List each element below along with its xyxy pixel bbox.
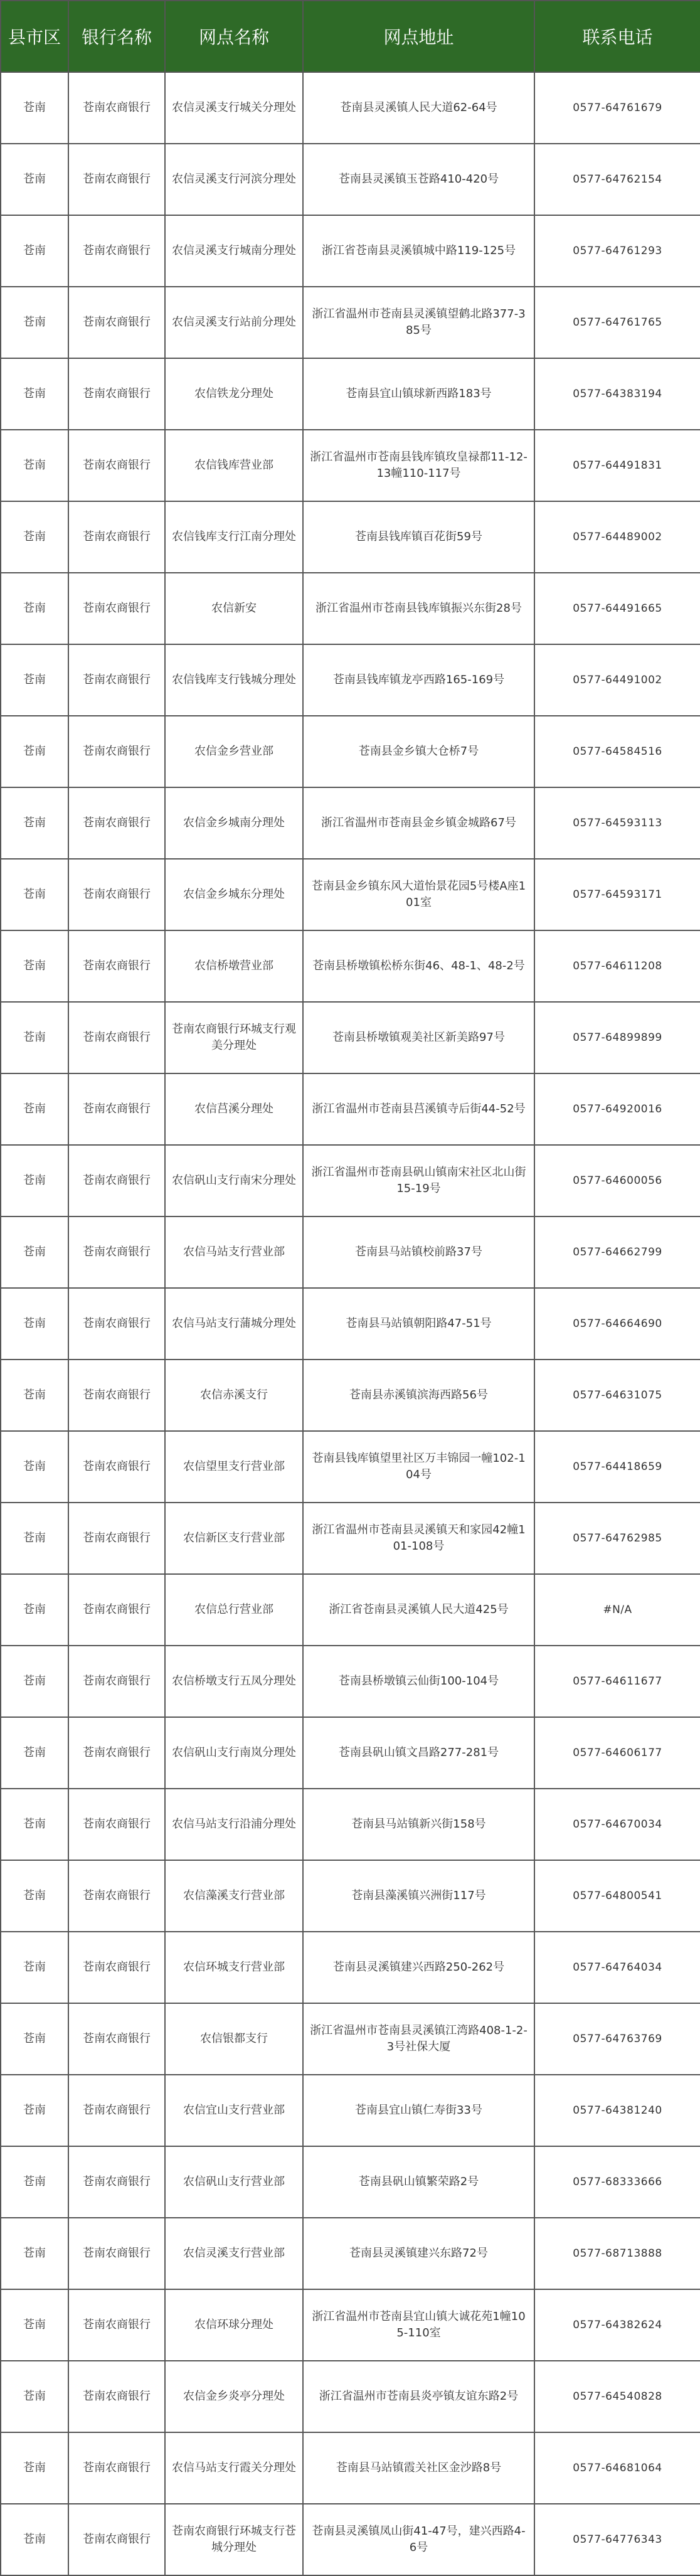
table-row xyxy=(1,501,700,573)
cell-address: 苍南县藻溪镇兴洲街117号 xyxy=(303,1860,534,1932)
cell-phone: 0577-64418659 xyxy=(534,1431,700,1503)
cell-bank: 苍南农商银行 xyxy=(68,215,165,287)
cell-address: 苍南县马站镇新兴街158号 xyxy=(303,1789,534,1860)
cell-phone: 0577-64662799 xyxy=(534,1216,700,1288)
table-row xyxy=(1,144,700,215)
cell-county: 苍南 xyxy=(1,2003,68,2075)
cell-address: 苍南县宜山镇仁寿街33号 xyxy=(303,2075,534,2146)
cell-phone: 0577-64761765 xyxy=(534,287,700,358)
cell-bank: 苍南农商银行 xyxy=(68,72,165,144)
cell-branch: 农信金乡营业部 xyxy=(165,716,303,787)
cell-bank: 苍南农商银行 xyxy=(68,573,165,644)
cell-county: 苍南 xyxy=(1,1574,68,1646)
cell-branch: 农信金乡城东分理处 xyxy=(165,859,303,930)
cell-address: 浙江省温州市苍南县钱库镇振兴东街28号 xyxy=(303,573,534,644)
cell-bank: 苍南农商银行 xyxy=(68,1216,165,1288)
header-county: 县市区 xyxy=(1,1,68,72)
cell-branch: 农信矾山支行南宋分理处 xyxy=(165,1145,303,1216)
cell-bank: 苍南农商银行 xyxy=(68,930,165,1002)
cell-bank: 苍南农商银行 xyxy=(68,1574,165,1646)
cell-phone: 0577-64611208 xyxy=(534,930,700,1002)
cell-branch: 农信矾山支行南岚分理处 xyxy=(165,1717,303,1789)
cell-address: 浙江省温州市苍南县灵溪镇天和家园42幢101-108号 xyxy=(303,1503,534,1574)
cell-county: 苍南 xyxy=(1,1717,68,1789)
cell-address: 苍南县马站镇霞关社区金沙路8号 xyxy=(303,2432,534,2504)
cell-county: 苍南 xyxy=(1,2361,68,2432)
cell-bank: 苍南农商银行 xyxy=(68,1932,165,2003)
table-row xyxy=(1,1932,700,2003)
cell-phone: 0577-64593113 xyxy=(534,787,700,859)
cell-phone: 0577-64491831 xyxy=(534,430,700,501)
cell-bank: 苍南农商银行 xyxy=(68,1145,165,1216)
cell-bank: 苍南农商银行 xyxy=(68,287,165,358)
cell-address: 苍南县钱库镇百花街59号 xyxy=(303,501,534,573)
cell-bank: 苍南农商银行 xyxy=(68,2432,165,2504)
cell-branch: 农信环球分理处 xyxy=(165,2289,303,2361)
table-row xyxy=(1,1574,700,1646)
table-row xyxy=(1,2361,700,2432)
cell-county: 苍南 xyxy=(1,787,68,859)
cell-branch: 农信银都支行 xyxy=(165,2003,303,2075)
table-row xyxy=(1,1360,700,1431)
cell-phone: 0577-64631075 xyxy=(534,1360,700,1431)
cell-address: 苍南县金乡镇大仓桥7号 xyxy=(303,716,534,787)
table-row xyxy=(1,2504,700,2575)
cell-bank: 苍南农商银行 xyxy=(68,1860,165,1932)
cell-branch: 农信新安 xyxy=(165,573,303,644)
cell-branch: 农信金乡城南分理处 xyxy=(165,787,303,859)
table-row xyxy=(1,930,700,1002)
cell-branch: 农信赤溪支行 xyxy=(165,1360,303,1431)
cell-phone: 0577-64761679 xyxy=(534,72,700,144)
cell-address: 苍南县矾山镇文昌路277-281号 xyxy=(303,1717,534,1789)
table-row xyxy=(1,1073,700,1145)
cell-phone: 0577-64776343 xyxy=(534,2504,700,2575)
cell-county: 苍南 xyxy=(1,2432,68,2504)
cell-bank: 苍南农商银行 xyxy=(68,859,165,930)
cell-branch: 苍南农商银行环城支行观美分理处 xyxy=(165,1002,303,1073)
cell-phone: 0577-64489002 xyxy=(534,501,700,573)
cell-branch: 农信矾山支行营业部 xyxy=(165,2146,303,2218)
table-row xyxy=(1,2146,700,2218)
table-row xyxy=(1,859,700,930)
cell-phone: 0577-64584516 xyxy=(534,716,700,787)
cell-phone: 0577-64670034 xyxy=(534,1789,700,1860)
cell-bank: 苍南农商银行 xyxy=(68,2218,165,2289)
cell-phone: 0577-64540828 xyxy=(534,2361,700,2432)
cell-branch: 农信铁龙分理处 xyxy=(165,358,303,430)
cell-bank: 苍南农商银行 xyxy=(68,1002,165,1073)
cell-county: 苍南 xyxy=(1,1932,68,2003)
cell-bank: 苍南农商银行 xyxy=(68,144,165,215)
table-header-row xyxy=(1,1,700,72)
cell-branch: 农信新区支行营业部 xyxy=(165,1503,303,1574)
cell-phone: 0577-64383194 xyxy=(534,358,700,430)
table-row xyxy=(1,1860,700,1932)
cell-branch: 农信灵溪支行站前分理处 xyxy=(165,287,303,358)
cell-address: 浙江省苍南县灵溪镇人民大道425号 xyxy=(303,1574,534,1646)
cell-address: 苍南县赤溪镇滨海西路56号 xyxy=(303,1360,534,1431)
cell-branch: 农信灵溪支行城南分理处 xyxy=(165,215,303,287)
table-row xyxy=(1,1216,700,1288)
cell-address: 浙江省温州市苍南县炎亭镇友谊东路2号 xyxy=(303,2361,534,2432)
table-row xyxy=(1,644,700,716)
cell-phone: #N/A xyxy=(534,1574,700,1646)
cell-county: 苍南 xyxy=(1,1145,68,1216)
cell-branch: 农信马站支行霞关分理处 xyxy=(165,2432,303,2504)
cell-bank: 苍南农商银行 xyxy=(68,1503,165,1574)
cell-county: 苍南 xyxy=(1,2218,68,2289)
table-row xyxy=(1,1145,700,1216)
table-row xyxy=(1,1646,700,1717)
cell-branch: 农信望里支行营业部 xyxy=(165,1431,303,1503)
cell-county: 苍南 xyxy=(1,644,68,716)
cell-branch: 农信钱库营业部 xyxy=(165,430,303,501)
cell-branch: 农信灵溪支行河滨分理处 xyxy=(165,144,303,215)
cell-county: 苍南 xyxy=(1,501,68,573)
cell-county: 苍南 xyxy=(1,215,68,287)
table-body xyxy=(1,72,700,2575)
cell-phone: 0577-64611677 xyxy=(534,1646,700,1717)
cell-branch: 农信桥墩营业部 xyxy=(165,930,303,1002)
cell-bank: 苍南农商银行 xyxy=(68,1789,165,1860)
cell-county: 苍南 xyxy=(1,72,68,144)
cell-address: 苍南县灵溪镇玉苍路410-420号 xyxy=(303,144,534,215)
cell-branch: 农信钱库支行江南分理处 xyxy=(165,501,303,573)
cell-address: 苍南县马站镇朝阳路47-51号 xyxy=(303,1288,534,1360)
cell-phone: 0577-68333666 xyxy=(534,2146,700,2218)
cell-address: 苍南县灵溪镇建兴西路250-262号 xyxy=(303,1932,534,2003)
cell-phone: 0577-64920016 xyxy=(534,1073,700,1145)
table-row xyxy=(1,1503,700,1574)
cell-address: 苍南县灵溪镇建兴东路72号 xyxy=(303,2218,534,2289)
cell-county: 苍南 xyxy=(1,2289,68,2361)
cell-address: 苍南县钱库镇龙亭西路165-169号 xyxy=(303,644,534,716)
cell-branch: 农信莒溪分理处 xyxy=(165,1073,303,1145)
cell-bank: 苍南农商银行 xyxy=(68,2289,165,2361)
cell-branch: 农信环城支行营业部 xyxy=(165,1932,303,2003)
cell-address: 苍南县桥墩镇观美社区新美路97号 xyxy=(303,1002,534,1073)
cell-bank: 苍南农商银行 xyxy=(68,501,165,573)
cell-county: 苍南 xyxy=(1,1431,68,1503)
cell-address: 浙江省温州市苍南县金乡镇金城路67号 xyxy=(303,787,534,859)
cell-address: 苍南县钱库镇望里社区万丰锦园一幢102-104号 xyxy=(303,1431,534,1503)
cell-bank: 苍南农商银行 xyxy=(68,1360,165,1431)
cell-branch: 农信马站支行蒲城分理处 xyxy=(165,1288,303,1360)
cell-phone: 0577-64593171 xyxy=(534,859,700,930)
table-row xyxy=(1,2218,700,2289)
cell-county: 苍南 xyxy=(1,2146,68,2218)
cell-county: 苍南 xyxy=(1,1860,68,1932)
table-row xyxy=(1,287,700,358)
cell-phone: 0577-64381240 xyxy=(534,2075,700,2146)
cell-phone: 0577-64762154 xyxy=(534,144,700,215)
table-row xyxy=(1,2075,700,2146)
cell-county: 苍南 xyxy=(1,1002,68,1073)
cell-county: 苍南 xyxy=(1,2075,68,2146)
cell-phone: 0577-64606177 xyxy=(534,1717,700,1789)
cell-phone: 0577-64899899 xyxy=(534,1002,700,1073)
cell-address: 浙江省温州市苍南县莒溪镇寺后街44-52号 xyxy=(303,1073,534,1145)
cell-county: 苍南 xyxy=(1,2504,68,2575)
cell-phone: 0577-64491002 xyxy=(534,644,700,716)
cell-bank: 苍南农商银行 xyxy=(68,430,165,501)
cell-branch: 农信灵溪支行城关分理处 xyxy=(165,72,303,144)
table-row xyxy=(1,787,700,859)
header-branch: 网点名称 xyxy=(165,1,303,72)
cell-address: 苍南县金乡镇东风大道怡景花园5号楼A座101室 xyxy=(303,859,534,930)
table-row xyxy=(1,2289,700,2361)
cell-address: 浙江省苍南县灵溪镇城中路119-125号 xyxy=(303,215,534,287)
cell-county: 苍南 xyxy=(1,716,68,787)
cell-phone: 0577-64600056 xyxy=(534,1145,700,1216)
cell-branch: 农信灵溪支行营业部 xyxy=(165,2218,303,2289)
cell-branch: 农信马站支行沿浦分理处 xyxy=(165,1789,303,1860)
cell-county: 苍南 xyxy=(1,1646,68,1717)
cell-county: 苍南 xyxy=(1,1789,68,1860)
cell-bank: 苍南农商银行 xyxy=(68,2504,165,2575)
cell-branch: 农信金乡炎亭分理处 xyxy=(165,2361,303,2432)
cell-phone: 0577-64764034 xyxy=(534,1932,700,2003)
cell-bank: 苍南农商银行 xyxy=(68,2003,165,2075)
table-row xyxy=(1,1288,700,1360)
cell-county: 苍南 xyxy=(1,1288,68,1360)
table-row xyxy=(1,2003,700,2075)
table-row xyxy=(1,1717,700,1789)
header-bank: 银行名称 xyxy=(68,1,165,72)
cell-address: 苍南县矾山镇繁荣路2号 xyxy=(303,2146,534,2218)
header-address: 网点地址 xyxy=(303,1,534,72)
cell-address: 苍南县桥墩镇松桥东街46、48-1、48-2号 xyxy=(303,930,534,1002)
cell-county: 苍南 xyxy=(1,1073,68,1145)
cell-bank: 苍南农商银行 xyxy=(68,2146,165,2218)
cell-bank: 苍南农商银行 xyxy=(68,1073,165,1145)
table-row xyxy=(1,430,700,501)
cell-phone: 0577-64761293 xyxy=(534,215,700,287)
header-phone: 联系电话 xyxy=(534,1,700,72)
cell-address: 浙江省温州市苍南县灵溪镇江湾路408-1-2-3号社保大厦 xyxy=(303,2003,534,2075)
cell-county: 苍南 xyxy=(1,287,68,358)
cell-address: 苍南县灵溪镇凤山街41-47号，建兴西路4-6号 xyxy=(303,2504,534,2575)
cell-county: 苍南 xyxy=(1,1216,68,1288)
cell-county: 苍南 xyxy=(1,859,68,930)
cell-county: 苍南 xyxy=(1,144,68,215)
cell-county: 苍南 xyxy=(1,430,68,501)
cell-address: 苍南县桥墩镇云仙街100-104号 xyxy=(303,1646,534,1717)
cell-phone: 0577-64763769 xyxy=(534,2003,700,2075)
table-row xyxy=(1,72,700,144)
cell-phone: 0577-64800541 xyxy=(534,1860,700,1932)
cell-bank: 苍南农商银行 xyxy=(68,2361,165,2432)
cell-phone: 0577-68713888 xyxy=(534,2218,700,2289)
table-row xyxy=(1,573,700,644)
cell-bank: 苍南农商银行 xyxy=(68,1717,165,1789)
cell-bank: 苍南农商银行 xyxy=(68,358,165,430)
cell-branch: 农信马站支行营业部 xyxy=(165,1216,303,1288)
table-row xyxy=(1,1789,700,1860)
cell-bank: 苍南农商银行 xyxy=(68,787,165,859)
cell-address: 浙江省温州市苍南县钱库镇玫皇禄都11-12-13幢110-117号 xyxy=(303,430,534,501)
cell-phone: 0577-64382624 xyxy=(534,2289,700,2361)
table-row xyxy=(1,2432,700,2504)
cell-branch: 农信总行营业部 xyxy=(165,1574,303,1646)
cell-address: 浙江省温州市苍南县矾山镇南宋社区北山街15-19号 xyxy=(303,1145,534,1216)
cell-phone: 0577-64762985 xyxy=(534,1503,700,1574)
cell-bank: 苍南农商银行 xyxy=(68,1646,165,1717)
cell-bank: 苍南农商银行 xyxy=(68,2075,165,2146)
cell-branch: 农信宜山支行营业部 xyxy=(165,2075,303,2146)
table-row xyxy=(1,1002,700,1073)
cell-bank: 苍南农商银行 xyxy=(68,644,165,716)
cell-branch: 农信桥墩支行五凤分理处 xyxy=(165,1646,303,1717)
cell-county: 苍南 xyxy=(1,573,68,644)
cell-branch: 农信钱库支行钱城分理处 xyxy=(165,644,303,716)
cell-phone: 0577-64491665 xyxy=(534,573,700,644)
cell-bank: 苍南农商银行 xyxy=(68,1431,165,1503)
cell-branch: 苍南农商银行环城支行苍城分理处 xyxy=(165,2504,303,2575)
table-row xyxy=(1,358,700,430)
cell-county: 苍南 xyxy=(1,358,68,430)
cell-address: 苍南县马站镇校前路37号 xyxy=(303,1216,534,1288)
cell-address: 浙江省温州市苍南县灵溪镇望鹤北路377-385号 xyxy=(303,287,534,358)
table-row xyxy=(1,1431,700,1503)
cell-county: 苍南 xyxy=(1,1360,68,1431)
table-row xyxy=(1,716,700,787)
cell-bank: 苍南农商银行 xyxy=(68,716,165,787)
cell-address: 苍南县灵溪镇人民大道62-64号 xyxy=(303,72,534,144)
cell-bank: 苍南农商银行 xyxy=(68,1288,165,1360)
cell-branch: 农信藻溪支行营业部 xyxy=(165,1860,303,1932)
table-row xyxy=(1,215,700,287)
cell-phone: 0577-64664690 xyxy=(534,1288,700,1360)
cell-county: 苍南 xyxy=(1,930,68,1002)
cell-address: 浙江省温州市苍南县宜山镇大诚花苑1幢105-110室 xyxy=(303,2289,534,2361)
cell-phone: 0577-64681064 xyxy=(534,2432,700,2504)
cell-county: 苍南 xyxy=(1,1503,68,1574)
cell-address: 苍南县宜山镇球新西路183号 xyxy=(303,358,534,430)
